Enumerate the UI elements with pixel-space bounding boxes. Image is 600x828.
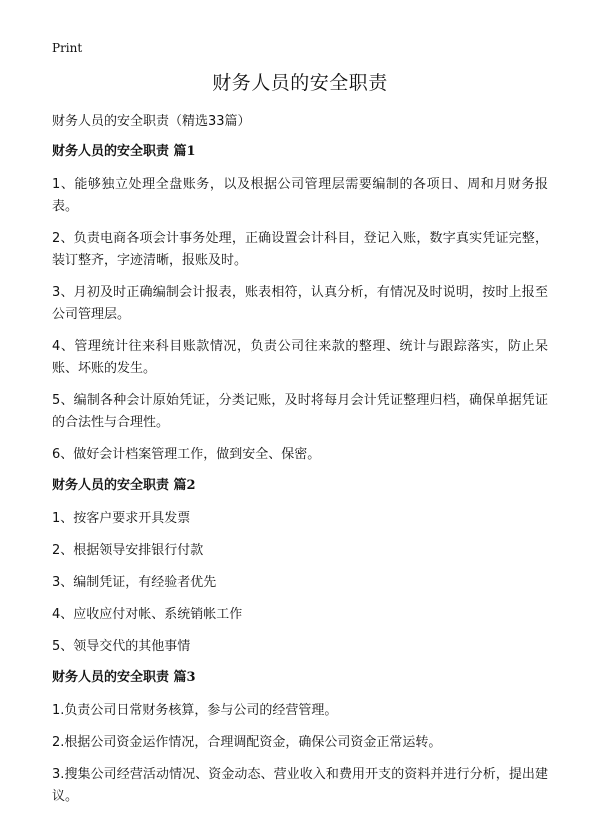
list-item: 4、管理统计往来科目账款情况，负责公司往来款的整理、统计与跟踪落实，防止呆账、坏账的发生。: [52, 339, 548, 376]
list-item: 3.搜集公司经营活动情况、资金动态、营业收入和费用开支的资料并进行分析，提出建议。: [52, 767, 548, 804]
list-item: 3、月初及时正确编制会计报表，账表相符，认真分析，有情况及时说明，按时上报至公司管理层。: [52, 285, 548, 322]
list-item: 2、负责电商各项会计事务处理，正确设置会计科目，登记入账，数字真实凭证完整，装订整齐，字迹清晰，报账及时。: [52, 231, 548, 268]
print-label: Print: [52, 41, 83, 55]
section-heading: 财务人员的安全职责 篇1: [52, 144, 196, 159]
list-item: 2.根据公司资金运作情况，合理调配资金，确保公司资金正常运转。: [52, 735, 442, 750]
list-item: 4、应收应付对帐、系统销帐工作: [52, 607, 243, 622]
list-item: 5、领导交代的其他事情: [52, 639, 191, 654]
list-item: 1、按客户要求开具发票: [52, 511, 191, 526]
document-subtitle: 财务人员的安全职责（精选33篇）: [52, 114, 251, 129]
list-item: 2、根据领导安排银行付款: [52, 543, 204, 558]
section-heading: 财务人员的安全职责 篇2: [52, 478, 196, 493]
list-item: 1.负责公司日常财务核算，参与公司的经营管理。: [52, 703, 338, 718]
section-1: [52, 142, 548, 466]
list-item: 5、编制各种会计原始凭证，分类记账，及时将每月会计凭证整理归档，确保单据凭证的合法性与合理性。: [52, 393, 548, 430]
section-heading: 财务人员的安全职责 篇3: [52, 670, 196, 685]
list-item: 1、能够独立处理全盘账务，以及根据公司管理层需要编制的各项日、周和月财务报表。: [52, 177, 548, 214]
section-3: [52, 668, 548, 808]
list-item: 3、编制凭证，有经验者优先: [52, 575, 217, 590]
list-item: 6、做好会计档案管理工作，做到安全、保密。: [52, 447, 321, 462]
document-title: 财务人员的安全职责: [212, 72, 388, 94]
section-2: [52, 476, 548, 658]
